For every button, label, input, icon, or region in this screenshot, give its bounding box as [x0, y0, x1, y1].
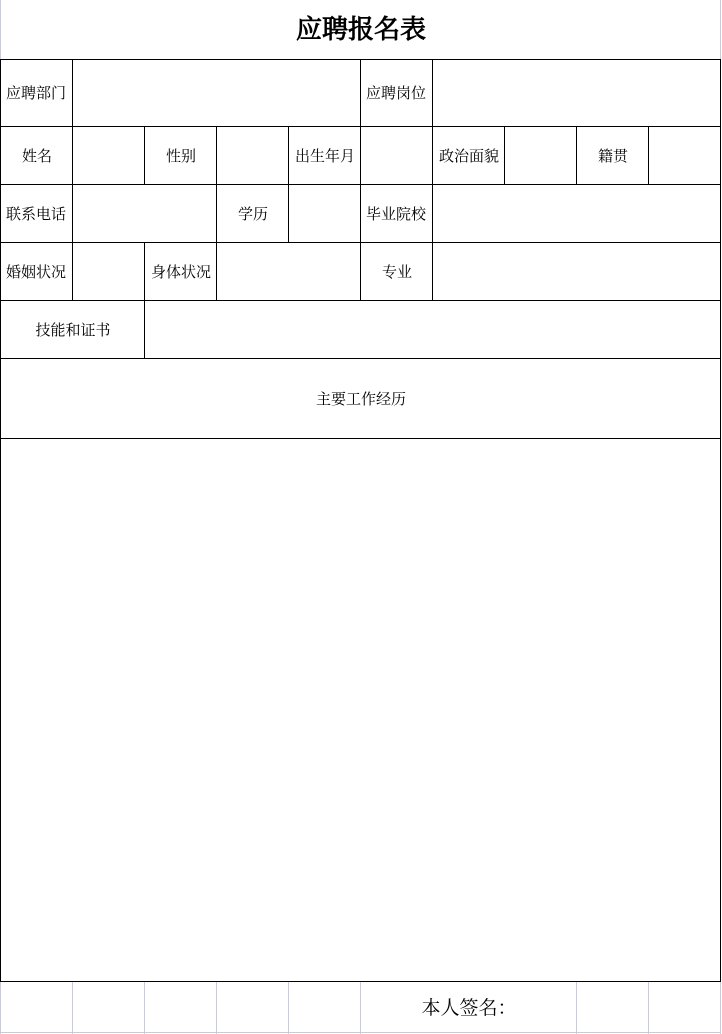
field-department[interactable] [73, 60, 361, 127]
border-line [216, 242, 217, 301]
border-line [360, 59, 361, 127]
field-health-status[interactable] [217, 243, 361, 301]
field-birth-date[interactable] [361, 127, 433, 185]
label-political-status: 政治面貌 [438, 146, 499, 165]
border-line [432, 59, 433, 127]
border-line [648, 126, 649, 185]
gridline [720, 0, 721, 59]
label-gender: 性别 [165, 146, 196, 165]
label-birth-date: 出生年月 [294, 146, 355, 165]
gridline [576, 982, 577, 1034]
label-skills-certificates: 技能和证书 [35, 320, 111, 339]
gridline [144, 982, 145, 1034]
form-title: 应聘报名表 [295, 14, 426, 45]
border-line [216, 126, 217, 185]
border-line [360, 126, 361, 185]
field-major[interactable] [433, 243, 721, 301]
label-native-place: 籍贯 [597, 146, 628, 165]
label-name: 姓名 [21, 146, 52, 165]
gridline [0, 0, 1, 59]
field-phone[interactable] [73, 185, 217, 243]
label-graduated-school: 毕业院校 [366, 204, 427, 223]
border-line [360, 242, 361, 301]
border-line [432, 126, 433, 185]
border-line [720, 59, 721, 982]
label-education: 学历 [237, 204, 268, 223]
border-line [504, 126, 505, 185]
gridline [648, 982, 649, 1034]
border-line [432, 184, 433, 243]
gridline [360, 982, 361, 1034]
border-line [72, 184, 73, 243]
border-line [0, 358, 721, 359]
border-line [216, 184, 217, 243]
border-line [0, 981, 721, 982]
label-health-status: 身体状况 [150, 262, 211, 281]
field-name[interactable] [73, 127, 145, 185]
border-line [432, 242, 433, 301]
gridline [288, 982, 289, 1034]
gridline [216, 982, 217, 1034]
field-graduated-school[interactable] [433, 185, 721, 243]
label-position: 应聘岗位 [366, 84, 427, 102]
gridline [0, 982, 1, 1034]
label-work-experience: 主要工作经历 [315, 389, 406, 408]
border-line [72, 126, 73, 185]
field-marital-status[interactable] [73, 243, 145, 301]
border-line [288, 126, 289, 185]
border-line [0, 59, 1, 982]
label-marital-status: 婚姻状况 [6, 262, 67, 281]
border-line [360, 184, 361, 243]
border-line [576, 126, 577, 185]
border-line [288, 184, 289, 243]
gridline [0, 1032, 721, 1033]
field-education[interactable] [289, 185, 361, 243]
label-department: 应聘部门 [6, 84, 67, 102]
field-political-status[interactable] [505, 127, 577, 185]
border-line [72, 59, 73, 127]
border-line [144, 242, 145, 301]
border-line [144, 126, 145, 185]
field-gender[interactable] [217, 127, 289, 185]
border-line [72, 242, 73, 301]
border-line [0, 438, 721, 439]
gridline [72, 982, 73, 1034]
signature-label: 本人签名： [421, 996, 517, 1019]
label-phone: 联系电话 [6, 204, 67, 223]
field-skills-certificates[interactable] [145, 301, 721, 359]
label-major: 专业 [381, 262, 412, 281]
border-line [144, 300, 145, 359]
signature-field[interactable] [577, 983, 721, 1033]
gridline [720, 982, 721, 1034]
field-work-experience[interactable] [1, 439, 721, 982]
field-position[interactable] [433, 60, 721, 127]
field-native-place[interactable] [649, 127, 721, 185]
